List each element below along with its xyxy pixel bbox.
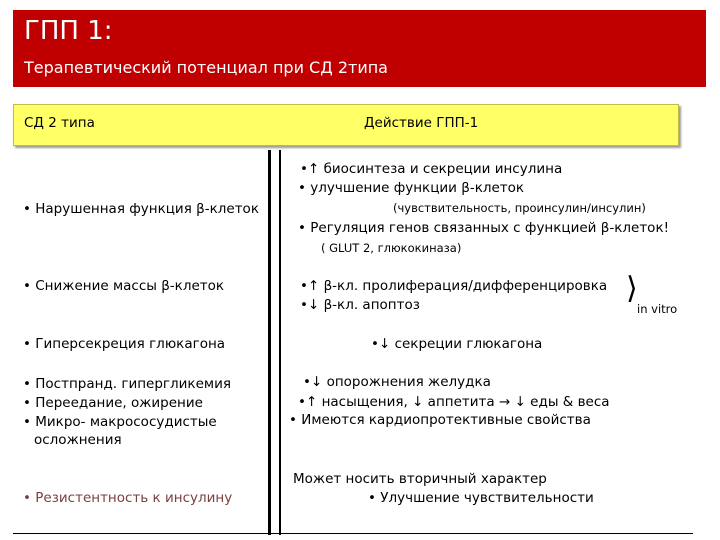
left-item-overeating: • Переедание, ожирение <box>23 395 203 411</box>
title-banner <box>13 10 706 87</box>
right-item-glut2-note: ( GLUT 2, глюкокиназа) <box>321 241 462 255</box>
column-divider-left <box>268 150 271 535</box>
right-item-satiety: •↑ насыщения, ↓ аппетита → ↓ еды & веса <box>298 394 610 410</box>
left-item-vascular: • Микро- макрососудистые <box>23 414 217 430</box>
left-item-insulin-resistance: • Резистентность к инсулину <box>23 490 233 506</box>
right-item-apoptosis: •↓ β-кл. апоптоз <box>300 297 420 313</box>
right-item-beta-function: • улучшение функции β-клеток <box>298 180 525 196</box>
left-item-beta-function: • Нарушенная функция β-клеток <box>23 201 259 217</box>
left-item-postprandial: • Постпранд. гипергликемия <box>23 376 231 392</box>
header-right-label: Действие ГПП-1 <box>364 115 479 131</box>
left-item-hyperglucagon: • Гиперсекреция глюкагона <box>23 336 226 352</box>
right-item-cardioprotective: • Имеются кардиопротективные свойства <box>289 412 591 428</box>
right-item-insulin-secretion: •↑ биосинтеза и секреции инсулина <box>300 161 563 177</box>
brace-icon: ⟩ <box>626 271 638 306</box>
header-left-label: СД 2 типа <box>24 115 95 131</box>
left-item-beta-mass: • Снижение массы β-клеток <box>23 278 225 294</box>
left-item-vascular-cont: осложнения <box>34 432 122 448</box>
right-item-sensitivity-note: (чувствительность, проинсулин/инсулин) <box>393 201 646 215</box>
column-header-bar <box>13 104 679 146</box>
bottom-rule <box>13 533 693 534</box>
column-divider-right <box>279 150 281 535</box>
right-item-gene-regulation: • Регуляция генов связанных с функцией β-клеток! <box>298 220 670 236</box>
right-item-proliferation: •↑ β-кл. пролиферация/дифференцировка <box>300 278 608 294</box>
slide-subtitle: Терапевтический потенциал при СД 2типа <box>24 58 388 77</box>
right-item-glucagon-secretion: •↓ секреции глюкагона <box>371 336 543 352</box>
right-item-gastric-emptying: •↓ опорожнения желудка <box>303 374 491 390</box>
right-item-sensitivity-improvement: • Улучшение чувствительности <box>368 490 594 506</box>
slide-title: ГПП 1: <box>24 16 113 46</box>
in-vitro-label: in vitro <box>637 302 678 316</box>
right-item-secondary-note: Может носить вторичный характер <box>293 471 547 487</box>
